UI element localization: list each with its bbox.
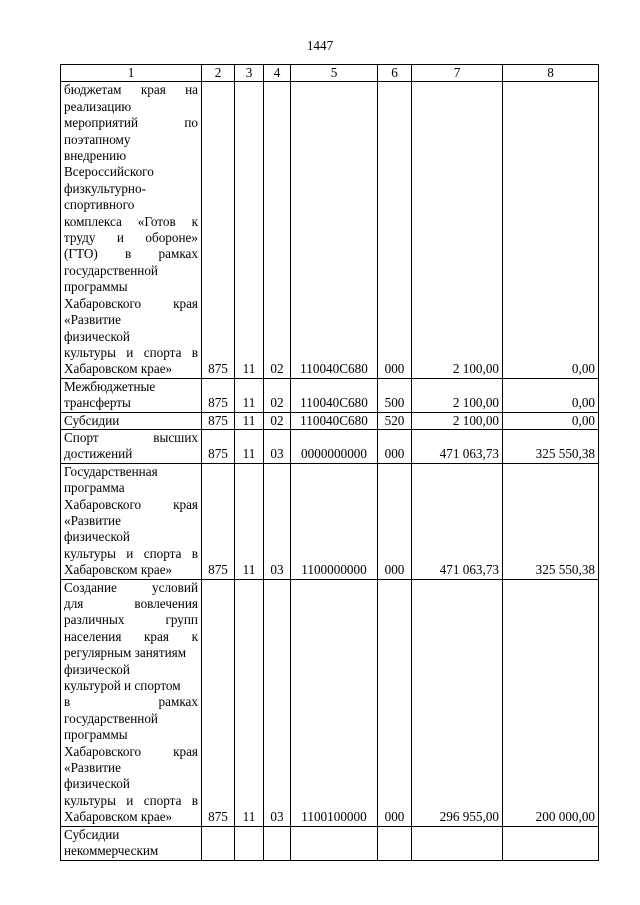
row-name-line: Хабаровского края [64, 743, 198, 759]
row-name-cell [61, 412, 202, 429]
amount-year1-cell: 296 955,00 [412, 579, 503, 826]
subsection-code-cell: 02 [264, 412, 291, 429]
amount-year2-cell: 200 000,00 [503, 579, 599, 826]
row-name-line: достижений [64, 446, 133, 462]
expense-type-cell: 500 [378, 378, 412, 412]
table-row [61, 82, 599, 378]
row-name-line: мероприятий по [64, 115, 198, 131]
column-header: 3 [235, 65, 264, 82]
row-name-cell [61, 826, 202, 860]
row-name-line: культурой и спортом [64, 678, 181, 694]
row-name-line: для вовлечения [64, 596, 198, 611]
subsection-code-cell: 02 [264, 82, 291, 378]
expense-type-cell: 000 [378, 82, 412, 378]
chapter-code-cell: 875 [202, 412, 235, 429]
row-name-line: населения края к [64, 628, 198, 644]
chapter-code-cell: 875 [202, 378, 235, 412]
row-name-cell [61, 82, 202, 378]
expense-type-cell: 000 [378, 579, 412, 826]
amount-year1-cell: 471 063,73 [412, 463, 503, 579]
row-name-cell [61, 463, 202, 579]
subsection-code-cell: 03 [264, 429, 291, 463]
budget-table [60, 64, 599, 861]
section-code-cell: 11 [235, 82, 264, 378]
target-article-cell: 110040С680 [291, 412, 378, 429]
row-name-line: программы [64, 727, 128, 743]
row-name-line: различных групп [64, 612, 198, 628]
row-name-line: культуры и спорта в [64, 792, 198, 808]
amount-year1-cell [412, 826, 503, 860]
row-name-line: труду и обороне» [64, 230, 198, 246]
chapter-code-cell: 875 [202, 579, 235, 826]
expense-type-cell: 520 [378, 412, 412, 429]
amount-year2-cell: 325 550,38 [503, 429, 599, 463]
target-article-cell: 110040С680 [291, 378, 378, 412]
row-name-cell [61, 579, 202, 826]
chapter-code-cell: 875 [202, 463, 235, 579]
row-name-line: программа [64, 480, 125, 496]
section-code-cell: 11 [235, 429, 264, 463]
page-number: 1447 [306, 38, 334, 53]
amount-year2-cell: 325 550,38 [503, 463, 599, 579]
chapter-code-cell: 875 [202, 82, 235, 378]
row-name-line: Субсидии [64, 412, 120, 428]
section-code-cell: 11 [235, 463, 264, 579]
amount-year2-cell: 0,00 [503, 378, 599, 412]
chapter-code-cell [202, 826, 235, 860]
row-name-line: Хабаровском крае» [64, 361, 173, 377]
amount-year1-cell: 2 100,00 [412, 378, 503, 412]
row-name-line: Государственная [64, 463, 158, 479]
column-header: 1 [61, 65, 202, 82]
amount-year2-cell [503, 826, 599, 860]
chapter-code-cell: 875 [202, 429, 235, 463]
row-name-line: Хабаровском крае» [64, 562, 173, 578]
row-name-line: «Развитие [64, 512, 121, 528]
row-name-line: физической [64, 661, 130, 677]
row-name-line: программы [64, 279, 128, 295]
row-name-line: поэтапному [64, 131, 131, 147]
target-article-cell [291, 826, 378, 860]
target-article-cell: 1100000000 [291, 463, 378, 579]
row-name-line: культуры и спорта в [64, 545, 198, 561]
amount-year2-cell: 0,00 [503, 82, 599, 378]
column-header: 4 [264, 65, 291, 82]
section-code-cell: 11 [235, 412, 264, 429]
row-name-line: Межбюджетные [64, 378, 156, 394]
row-name-line: регулярным занятиям [64, 645, 187, 661]
table-row [61, 826, 599, 860]
row-name-line: (ГТО) в рамках [64, 246, 198, 262]
table-row [61, 579, 599, 826]
table-row [61, 378, 599, 412]
row-name-line: физической [64, 328, 130, 344]
row-name-line: некоммерческим [64, 843, 159, 859]
amount-year1-cell: 2 100,00 [412, 412, 503, 429]
column-header: 7 [412, 65, 503, 82]
subsection-code-cell: 02 [264, 378, 291, 412]
amount-year2-cell: 0,00 [503, 412, 599, 429]
row-name-line: «Развитие [64, 312, 121, 328]
row-name-line: спортивного [64, 197, 135, 213]
row-name-line: государственной [64, 262, 158, 278]
table-row [61, 463, 599, 579]
row-name-line: Хабаровского края [64, 496, 198, 512]
row-name-line: комплекса «Готов к [64, 213, 198, 229]
row-name-cell [61, 378, 202, 412]
row-name-line: Всероссийского [64, 164, 154, 180]
row-name-line: культуры и спорта в [64, 344, 198, 360]
row-name-line: физической [64, 529, 130, 545]
section-code-cell [235, 826, 264, 860]
subsection-code-cell: 03 [264, 463, 291, 579]
row-name-line: реализацию [64, 98, 132, 114]
row-name-cell [61, 429, 202, 463]
amount-year1-cell: 2 100,00 [412, 82, 503, 378]
section-code-cell: 11 [235, 378, 264, 412]
row-name-line: физической [64, 776, 130, 792]
row-name-line: государственной [64, 710, 158, 726]
target-article-cell: 1100100000 [291, 579, 378, 826]
row-name-line: трансферты [64, 395, 131, 411]
subsection-code-cell: 03 [264, 579, 291, 826]
table-header-row [61, 65, 599, 82]
table-row [61, 412, 599, 429]
row-name-line: Спорт высших [64, 429, 198, 445]
row-name-line: Субсидии [64, 826, 120, 842]
column-header: 5 [291, 65, 378, 82]
table-row [61, 429, 599, 463]
row-name-line: Хабаровском крае» [64, 809, 173, 825]
row-name-line: «Развитие [64, 760, 121, 776]
row-name-line: Хабаровского края [64, 295, 198, 311]
column-header: 6 [378, 65, 412, 82]
row-name-line: физкультурно- [64, 180, 146, 196]
expense-type-cell: 000 [378, 429, 412, 463]
expense-type-cell [378, 826, 412, 860]
column-header: 2 [202, 65, 235, 82]
column-header: 8 [503, 65, 599, 82]
section-code-cell: 11 [235, 579, 264, 826]
target-article-cell: 0000000000 [291, 429, 378, 463]
subsection-code-cell [264, 826, 291, 860]
row-name-line: внедрению [64, 148, 127, 164]
row-name-line: Создание условий [64, 579, 198, 595]
amount-year1-cell: 471 063,73 [412, 429, 503, 463]
target-article-cell: 110040С680 [291, 82, 378, 378]
row-name-line: в рамках [64, 694, 198, 710]
row-name-line: бюджетам края на [64, 82, 198, 98]
expense-type-cell: 000 [378, 463, 412, 579]
